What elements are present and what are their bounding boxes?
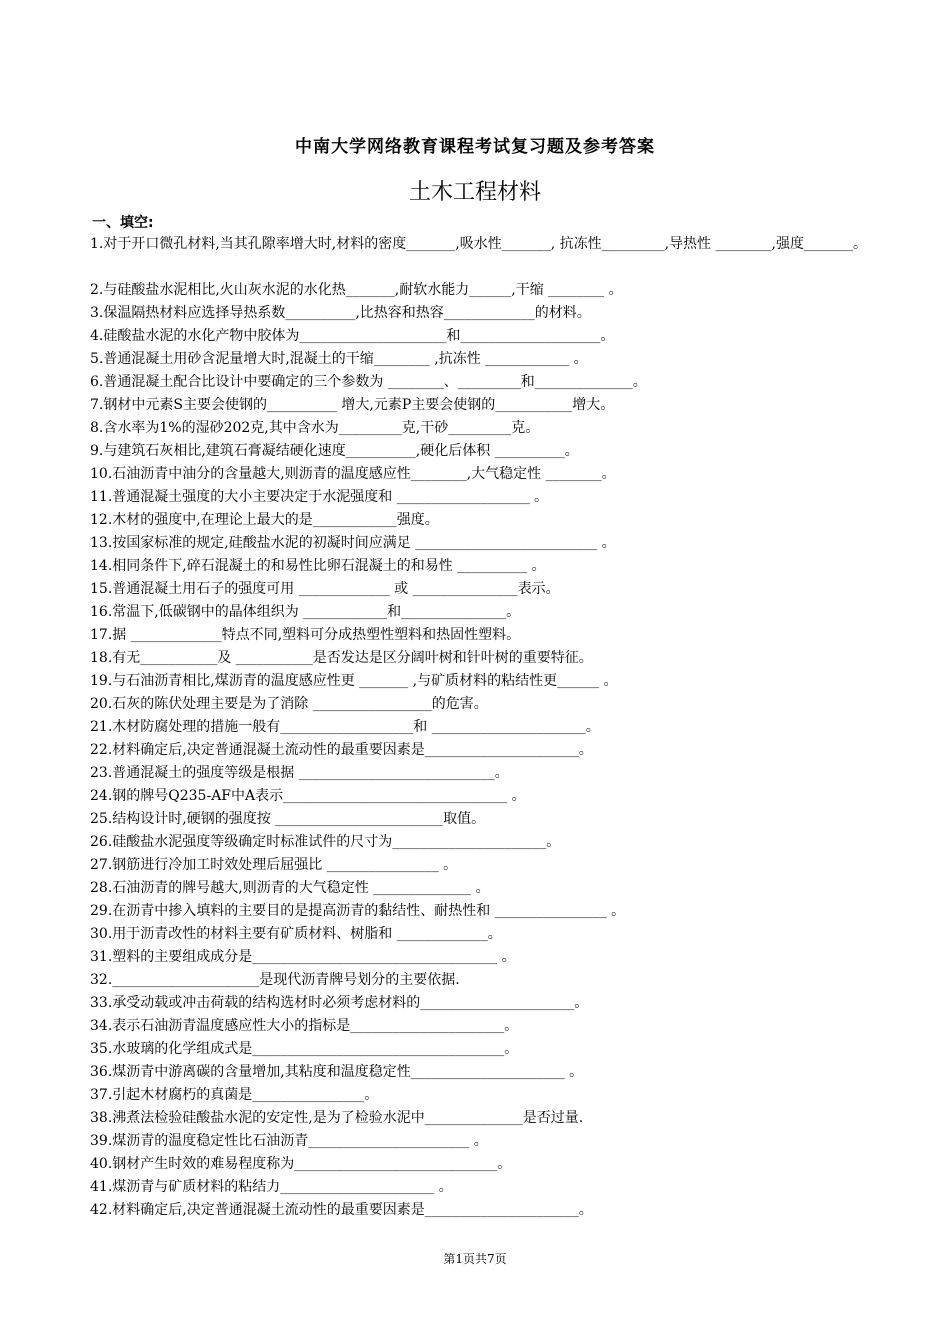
question-item bbox=[90, 233, 870, 279]
question-item bbox=[90, 463, 870, 486]
question-item bbox=[90, 440, 870, 463]
page-footer: 第1页共7页 bbox=[443, 1252, 507, 1266]
question-text: 21.木材防腐处理的措施一般有___________________和 ______________________。 bbox=[90, 719, 600, 735]
question-text: 7.钢材中元素S主要会使钢的__________ 增大,元素P主要会使钢的___________增大。 bbox=[90, 397, 615, 413]
question-item bbox=[90, 992, 870, 1015]
question-item bbox=[90, 486, 870, 509]
question-text: 19.与石油沥青相比,煤沥青的温度感应性更 _______ ,与矿质材料的粘结性更______ 。 bbox=[90, 673, 618, 689]
question-text: 6.普通混凝土配合比设计中要确定的三个参数为 ________、_________和______________。 bbox=[90, 374, 647, 390]
question-text: 40.钢材产生时效的难易程度称为_____________________________。 bbox=[90, 1156, 512, 1172]
question-item bbox=[90, 854, 870, 877]
question-item bbox=[90, 1130, 870, 1153]
question-item bbox=[90, 624, 870, 647]
question-item bbox=[90, 647, 870, 670]
question-text: 8.含水率为1%的湿砂202克,其中含水为_________克,干砂_________克。 bbox=[90, 420, 540, 436]
question-item bbox=[90, 348, 870, 371]
question-item bbox=[90, 739, 870, 762]
question-item bbox=[90, 1199, 870, 1222]
question-item bbox=[90, 325, 870, 348]
question-text: 16.常温下,低碳钢中的晶体组织为 ____________和_______________。 bbox=[90, 604, 521, 620]
question-text: 22.材料确定后,决定普通混凝土流动性的最重要因素是______________________。 bbox=[90, 742, 593, 758]
question-item bbox=[90, 1015, 870, 1038]
question-text: 38.沸煮法检验硅酸盐水泥的安定性,是为了检验水泥中______________是否过量. bbox=[90, 1110, 584, 1126]
question-text: 14.相同条件下,碎石混凝土的和易性比卵石混凝土的和易性 __________ 。 bbox=[90, 558, 546, 574]
question-item bbox=[90, 716, 870, 739]
question-text: 10.石油沥青中油分的含量越大,则沥青的温度感应性________,大气稳定性 ________。 bbox=[90, 466, 616, 482]
question-text: 37.引起木材腐朽的真菌是________________。 bbox=[90, 1087, 379, 1103]
question-item bbox=[90, 1061, 870, 1084]
question-item bbox=[90, 785, 870, 808]
question-item bbox=[90, 693, 870, 716]
question-item bbox=[90, 578, 870, 601]
question-text: 42.材料确定后,决定普通混凝土流动性的最重要因素是______________________。 bbox=[90, 1202, 593, 1218]
question-text: 18.有无___________及 ___________是否发达是区分阔叶树和针叶树的重要特征。 bbox=[90, 650, 593, 666]
question-item bbox=[90, 969, 870, 992]
question-list bbox=[90, 233, 870, 1222]
question-item bbox=[90, 371, 870, 394]
question-text: 33.承受动载或冲击荷载的结构选材时必须考虑材料的______________________。 bbox=[90, 995, 589, 1011]
question-item bbox=[90, 509, 870, 532]
question-text: 25.结构设计时,硬钢的强度按 ________________________取值。 bbox=[90, 811, 486, 827]
question-text: 4.硅酸盐水泥的水化产物中胶体为_____________________和____________________。 bbox=[90, 328, 615, 344]
question-text: 13.按国家标准的规定,硅酸盐水泥的初凝时间应满足 __________________________ 。 bbox=[90, 535, 616, 551]
question-text: 3.保温隔热材料应选择导热系数__________,比热容和热容_____________的材料。 bbox=[90, 305, 591, 321]
question-text: 27.钢筋进行冷加工时效处理后屈强比 ________________ 。 bbox=[90, 857, 458, 873]
question-text: 34.表示石油沥青温度感应性大小的指标是______________________。 bbox=[90, 1018, 519, 1034]
question-item bbox=[90, 532, 870, 555]
question-text: 17.据 _____________特点不同,塑料可分成热塑性塑料和热固性塑料。 bbox=[90, 627, 521, 643]
question-text: 23.普通混凝土的强度等级是根据 ____________________________。 bbox=[90, 765, 509, 781]
question-item bbox=[90, 762, 870, 785]
question-text: 31.塑料的主要组成成分是___________________________________ 。 bbox=[90, 949, 516, 965]
question-item bbox=[90, 1176, 870, 1199]
question-text: 36.煤沥青中游离碳的含量增加,其粘度和温度稳定性______________________ 。 bbox=[90, 1064, 584, 1080]
question-item bbox=[90, 923, 870, 946]
question-item bbox=[90, 1038, 870, 1061]
question-text: 1.对于开口微孔材料,当其孔隙率增大时,材料的密度_______,吸水性_______, 抗冻性_________,导热性 ________,强度_______。 bbox=[90, 236, 867, 252]
question-text: 35.水玻璃的化学组成式是____________________________________。 bbox=[90, 1041, 519, 1057]
question-text: 5.普通混凝土用砂含泥量增大时,混凝土的干缩________ ,抗冻性 ____________ 。 bbox=[90, 351, 588, 367]
question-item bbox=[90, 1153, 870, 1176]
question-item bbox=[90, 302, 870, 325]
question-item bbox=[90, 831, 870, 854]
question-text: 15.普通混凝土用石子的强度可用 _____________ 或 _______________表示。 bbox=[90, 581, 560, 597]
question-text: 24.钢的牌号Q235-AF中A表示________________________________ 。 bbox=[90, 788, 526, 804]
course-title: 土木工程材料 bbox=[408, 180, 541, 205]
question-item bbox=[90, 279, 870, 302]
question-item bbox=[90, 601, 870, 624]
question-item bbox=[90, 417, 870, 440]
question-text: 30.用于沥青改性的材料主要有矿质材料、树脂和 _____________。 bbox=[90, 926, 502, 942]
question-item bbox=[90, 670, 870, 693]
question-text: 28.石油沥青的牌号越大,则沥青的大气稳定性 ______________ 。 bbox=[90, 880, 490, 896]
question-text: 9.与建筑石灰相比,建筑石膏凝结硬化速度__________,硬化后体积 __________。 bbox=[90, 443, 579, 459]
question-item bbox=[90, 555, 870, 578]
question-text: 26.硅酸盐水泥强度等级确定时标准试件的尺寸为______________________。 bbox=[90, 834, 561, 850]
question-item bbox=[90, 900, 870, 923]
question-text: 11.普通混凝土强度的大小主要决定于水泥强度和 ___________________ 。 bbox=[90, 489, 549, 505]
document-title: 中南大学网络教育课程考试复习题及参考答案 bbox=[295, 137, 655, 157]
question-text: 39.煤沥青的温度稳定性比石油沥青_______________________ 。 bbox=[90, 1133, 488, 1149]
question-item bbox=[90, 394, 870, 417]
question-text: 20.石灰的陈伏处理主要是为了消除 _________________的危害。 bbox=[90, 696, 488, 712]
question-item bbox=[90, 808, 870, 831]
question-text: 41.煤沥青与矿质材料的粘结力______________________ 。 bbox=[90, 1179, 453, 1195]
question-text: 29.在沥青中掺入填料的主要目的是提高沥青的黏结性、耐热性和 ________________ 。 bbox=[90, 903, 626, 919]
question-item bbox=[90, 877, 870, 900]
question-item bbox=[90, 1107, 870, 1130]
question-text: 32._____________________是现代沥青牌号划分的主要依据. bbox=[90, 972, 460, 988]
question-text: 2.与硅酸盐水泥相比,火山灰水泥的水化热_______,耐软水能力______,干缩 ________ 。 bbox=[90, 282, 623, 298]
question-text: 12.木材的强度中,在理论上最大的是____________强度。 bbox=[90, 512, 439, 528]
question-item bbox=[90, 1084, 870, 1107]
section-heading: 一、填空: bbox=[92, 215, 154, 231]
question-item bbox=[90, 946, 870, 969]
